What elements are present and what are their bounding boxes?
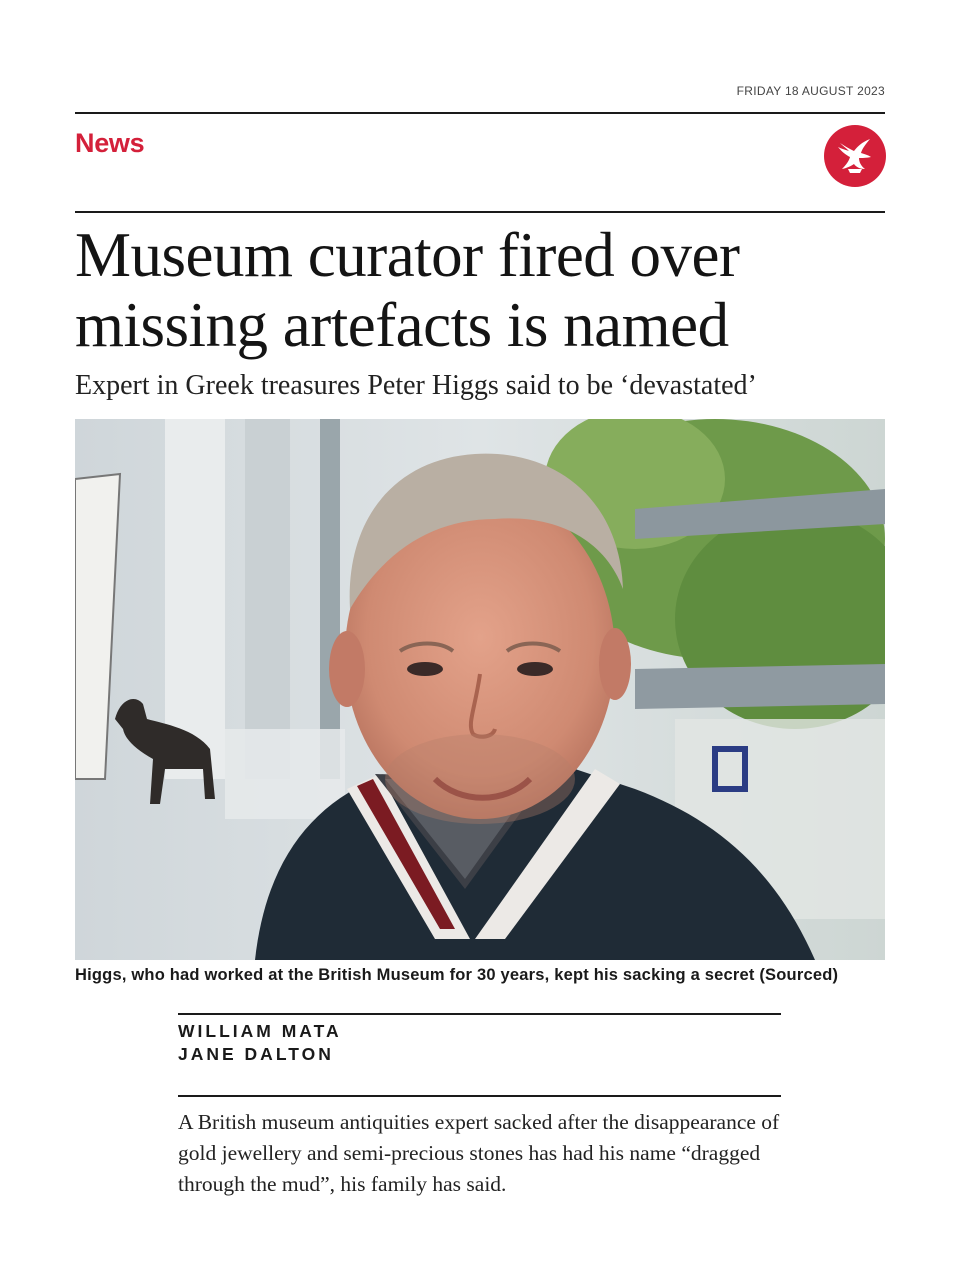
caption-text: Higgs, who had worked at the British Museum for 30 years, kept his sacking a secret	[75, 966, 755, 984]
byline	[178, 1020, 342, 1066]
caption-credit: (Sourced)	[759, 966, 839, 984]
author-name[interactable]: JANE DALTON	[178, 1044, 334, 1064]
byline-bottom-divider	[178, 1095, 781, 1097]
author-name[interactable]: WILLIAM MATA	[178, 1021, 342, 1041]
eagle-logo-icon[interactable]	[824, 125, 886, 187]
portrait-photo-illustration	[75, 419, 885, 960]
byline-top-divider	[178, 1013, 781, 1015]
publication-date: FRIDAY 18 AUGUST 2023	[736, 84, 885, 98]
article-body-paragraph: A British museum antiquities expert sacked after the disappearance of gold jewellery and semi-precious stones has had his name “dragged through the mud”, his family has said.	[178, 1110, 780, 1196]
top-divider	[75, 112, 885, 114]
photo-caption	[75, 966, 905, 985]
lead-photo	[75, 419, 885, 960]
headline-line-1: Museum curator fired over	[75, 220, 740, 290]
headline-line-2: missing artefacts is named	[75, 290, 729, 360]
headline-divider	[75, 211, 885, 213]
section-label[interactable]: News	[75, 128, 145, 158]
standfirst: Expert in Greek treasures Peter Higgs said to be ‘devastated’	[75, 370, 757, 401]
headline	[75, 220, 895, 360]
